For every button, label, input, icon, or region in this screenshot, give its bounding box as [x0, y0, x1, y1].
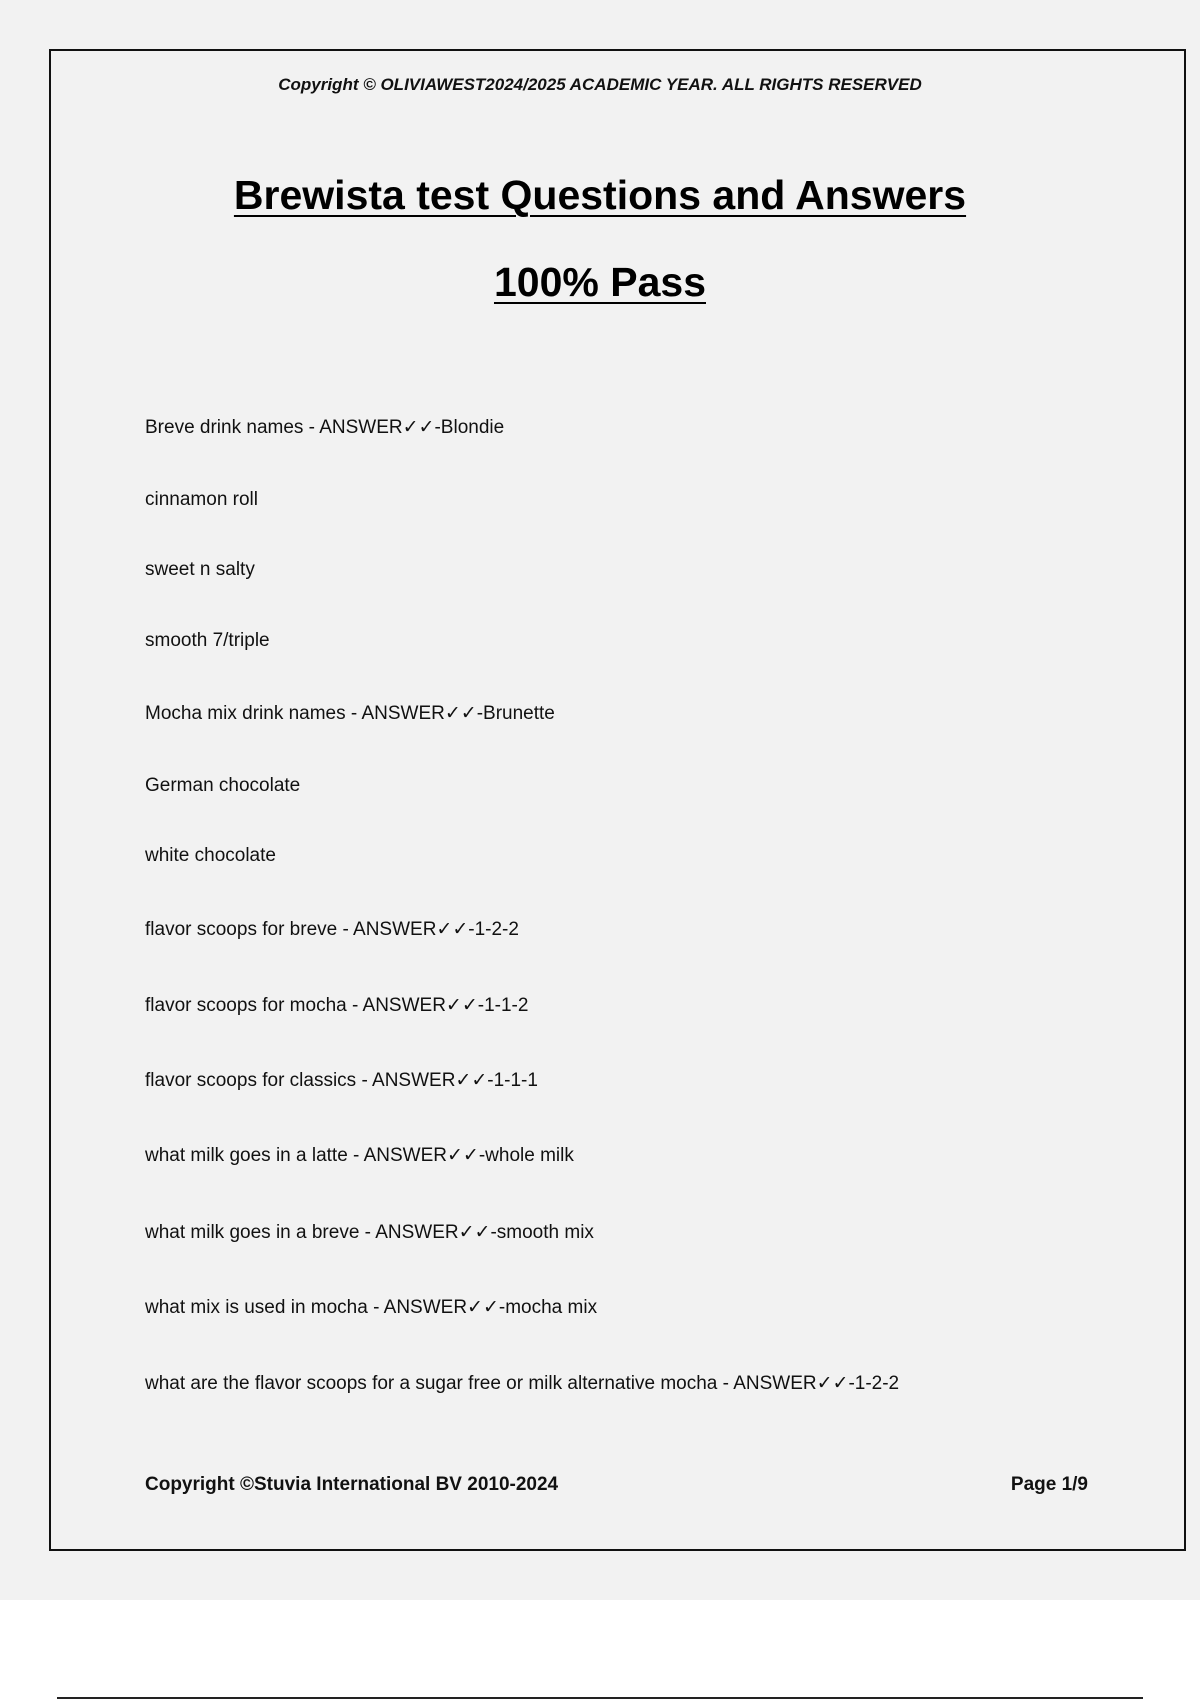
- qa-line: what milk goes in a breve - ANSWER✓✓-smooth mix: [145, 1222, 594, 1243]
- document-title: [0, 172, 1200, 219]
- title-line-1: Brewista test Questions and Answers: [233, 172, 967, 218]
- page-number: Page 1/9: [1010, 1474, 1088, 1495]
- qa-line: flavor scoops for breve - ANSWER✓✓-1-2-2: [145, 919, 519, 940]
- qa-line: what are the flavor scoops for a sugar free or milk alternative mocha - ANSWER✓✓-1-2-2: [145, 1373, 900, 1394]
- qa-line: white chocolate: [145, 845, 276, 866]
- qa-line: cinnamon roll: [145, 489, 258, 510]
- footer-copyright: Copyright ©Stuvia International BV 2010-2024: [145, 1474, 559, 1495]
- qa-line: flavor scoops for mocha - ANSWER✓✓-1-1-2: [145, 995, 529, 1016]
- qa-line: flavor scoops for classics - ANSWER✓✓-1-1-1: [145, 1070, 538, 1091]
- qa-line: German chocolate: [145, 775, 301, 796]
- qa-line: what mix is used in mocha - ANSWER✓✓-mocha mix: [145, 1297, 598, 1318]
- next-page-rule: [57, 1697, 1143, 1699]
- qa-line: Breve drink names - ANSWER✓✓-Blondie: [145, 417, 505, 438]
- qa-line: sweet n salty: [145, 559, 255, 580]
- title-line-2: 100% Pass: [493, 259, 706, 305]
- qa-line: smooth 7/triple: [145, 630, 270, 651]
- document-subtitle: [0, 259, 1200, 306]
- qa-line: Mocha mix drink names - ANSWER✓✓-Brunette: [145, 703, 555, 724]
- qa-line: what milk goes in a latte - ANSWER✓✓-whole milk: [145, 1145, 574, 1166]
- header-copyright: Copyright © OLIVIAWEST2024/2025 ACADEMIC YEAR. ALL RIGHTS RESERVED: [278, 75, 922, 94]
